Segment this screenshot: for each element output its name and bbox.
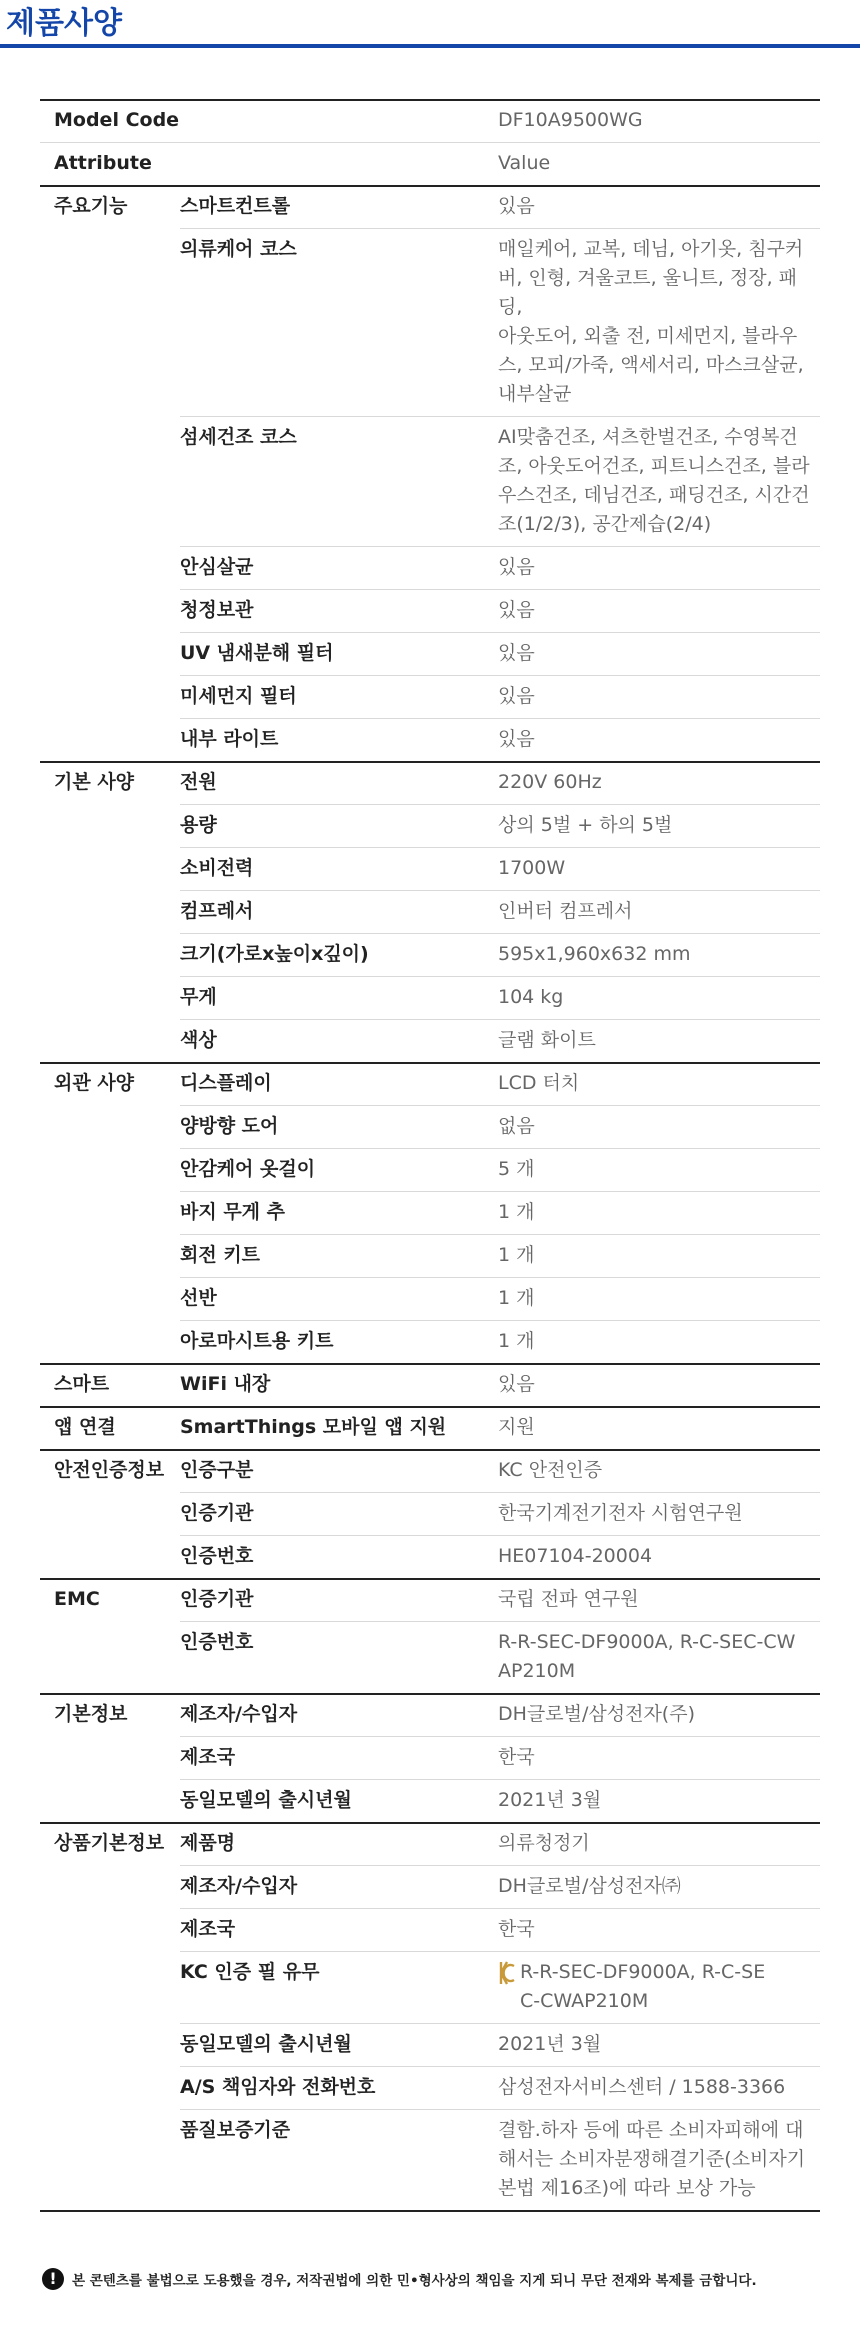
value-line: R-R-SEC-DF9000A, R-C-SE: [520, 1961, 766, 1983]
attribute-value: 220V 60Hz: [498, 771, 602, 793]
spec-row: [40, 228, 820, 416]
attribute-value: [498, 416, 820, 546]
row-divider: [180, 1191, 820, 1192]
attribute-label: 스마트컨트롤: [180, 195, 291, 217]
row-divider: [180, 1105, 820, 1106]
spec-row: [40, 1693, 820, 1736]
exclamation-icon: !: [42, 2268, 64, 2290]
group-label: 상품기본정보: [54, 1832, 165, 1854]
header-divider: [0, 44, 860, 48]
row-divider: [180, 1779, 820, 1780]
spec-row: [40, 2109, 820, 2210]
row-divider: [180, 1951, 820, 1952]
spec-row: [40, 675, 820, 718]
row-label: Model Code: [54, 109, 180, 131]
group-label: 스마트: [54, 1373, 110, 1395]
row-divider: [180, 416, 820, 417]
spec-row: [40, 890, 820, 933]
row-divider: [180, 1492, 820, 1493]
attribute-label: A/S 책임자와 전화번호: [180, 2076, 376, 2098]
value-line: 해서는 소비자분쟁해결기준(소비자기: [498, 2148, 806, 2170]
spec-row: [40, 416, 820, 546]
spec-row: [40, 1148, 820, 1191]
attribute-label: 제조국: [180, 1918, 236, 1940]
attribute-label: 의류케어 코스: [180, 238, 297, 260]
divider: [40, 2210, 820, 2212]
spec-row: [40, 1492, 820, 1535]
attribute-label: 청정보관: [180, 599, 254, 621]
spec-row: [40, 546, 820, 589]
group-label: 기본정보: [54, 1703, 128, 1725]
attribute-label: 제조국: [180, 1746, 236, 1768]
spec-row: [40, 1105, 820, 1148]
row-value: Value: [498, 152, 551, 174]
attribute-value: 한국: [498, 1918, 535, 1940]
attribute-value: 지원: [498, 1416, 535, 1438]
attribute-value: 104 kg: [498, 986, 564, 1008]
attribute-header-row: [40, 142, 820, 185]
group-divider: [40, 1449, 820, 1451]
spec-table: [40, 99, 820, 2210]
attribute-value: HE07104-20004: [498, 1545, 653, 1567]
attribute-label: 동일모델의 출시년월: [180, 2033, 352, 2055]
row-divider: [180, 804, 820, 805]
attribute-value: 2021년 3월: [498, 2033, 602, 2055]
group-label: EMC: [54, 1588, 100, 1610]
group-label: 외관 사양: [54, 1072, 135, 1094]
attribute-label: KC 인증 필 유무: [180, 1961, 320, 1983]
spec-row: [40, 804, 820, 847]
attribute-value: 글램 화이트: [498, 1029, 596, 1051]
row-value: DF10A9500WG: [498, 109, 643, 131]
row-divider: [180, 1736, 820, 1737]
spec-row: [40, 1779, 820, 1822]
attribute-value: 있음: [498, 599, 535, 621]
row-divider: [180, 1908, 820, 1909]
row-divider: [180, 1621, 820, 1622]
row-divider: [180, 2066, 820, 2067]
group-label: 앱 연결: [54, 1416, 116, 1438]
attribute-label: 양방향 도어: [180, 1115, 279, 1137]
kc-certification-icon: [498, 1960, 516, 1986]
value-line: R-R-SEC-DF9000A, R-C-SEC-CW: [498, 1631, 796, 1653]
attribute-label: 바지 무게 추: [180, 1201, 285, 1223]
spec-row: [40, 1019, 820, 1062]
attribute-value: 1 개: [498, 1330, 535, 1352]
group-divider: [40, 1062, 820, 1064]
attribute-label: 인증구분: [180, 1459, 254, 1481]
attribute-value: 상의 5벌 + 하의 5벌: [498, 814, 673, 836]
spec-row: [40, 1363, 820, 1406]
attribute-value: 2021년 3월: [498, 1789, 602, 1811]
copyright-notice: [42, 2264, 822, 2294]
attribute-label: 인증번호: [180, 1545, 254, 1567]
attribute-value: 의류청정기: [498, 1832, 590, 1854]
spec-row: [40, 1578, 820, 1621]
attribute-label: 제품명: [180, 1832, 236, 1854]
attribute-label: 선반: [180, 1287, 217, 1309]
value-line: 내부살균: [498, 383, 572, 405]
attribute-label: 색상: [180, 1029, 217, 1051]
attribute-value: 없음: [498, 1115, 535, 1137]
attribute-label: 제조자/수입자: [180, 1703, 298, 1725]
group-divider: [40, 1693, 820, 1695]
value-line: 매일케어, 교복, 데님, 아기옷, 침구커: [498, 238, 804, 260]
attribute-value: DH글로벌/삼성전자㈜: [498, 1875, 681, 1897]
spec-row: [40, 1908, 820, 1951]
value-line: C-CWAP210M: [520, 1990, 649, 2012]
attribute-value: 있음: [498, 556, 535, 578]
attribute-label: 소비전력: [180, 857, 254, 879]
value-line: AI맞춤건조, 셔츠한벌건조, 수영복건: [498, 426, 798, 448]
attribute-label: 무게: [180, 986, 217, 1008]
attribute-value: 1 개: [498, 1201, 535, 1223]
attribute-value: DH글로벌/삼성전자(주): [498, 1703, 695, 1725]
spec-row: [40, 1535, 820, 1578]
group-divider: [40, 761, 820, 763]
value-line: 버, 인형, 겨울코트, 울니트, 정장, 패딩,: [498, 267, 797, 318]
attribute-value: 국립 전파 연구원: [498, 1588, 639, 1610]
model-code-row: [40, 99, 820, 142]
row-divider: [180, 933, 820, 934]
page-title: 제품사양: [6, 6, 122, 41]
attribute-label: 컴프레서: [180, 900, 254, 922]
value-line: 아웃도어, 외출 전, 미세먼지, 블라우: [498, 325, 798, 347]
attribute-value: [498, 2109, 820, 2210]
attribute-value: 삼성전자서비스센터 / 1588-3366: [498, 2076, 786, 2098]
value-line: 스, 모피/가죽, 액세서리, 마스크살균,: [498, 354, 804, 376]
value-line: AP210M: [498, 1660, 576, 1682]
spec-row: [40, 1320, 820, 1363]
group-divider: [40, 185, 820, 187]
attribute-label: 품질보증기준: [180, 2119, 291, 2141]
value-line: 결함.하자 등에 따른 소비자피해에 대: [498, 2119, 804, 2141]
row-divider: [180, 632, 820, 633]
spec-row: [40, 761, 820, 804]
value-line: 조(1/2/3), 공간제습(2/4): [498, 513, 712, 535]
group-divider: [40, 1406, 820, 1408]
attribute-value: 인버터 컴프레서: [498, 900, 633, 922]
attribute-label: 크기(가로x높이x깊이): [180, 943, 369, 965]
attribute-label: 디스플레이: [180, 1072, 272, 1094]
row-divider: [180, 1865, 820, 1866]
kc-value: [498, 1958, 810, 2016]
row-divider: [180, 1535, 820, 1536]
attribute-value: 있음: [498, 195, 535, 217]
attribute-value: 한국기계전기전자 시험연구원: [498, 1502, 743, 1524]
attribute-value: 1700W: [498, 857, 566, 879]
attribute-label: 내부 라이트: [180, 728, 279, 750]
spec-row: [40, 1062, 820, 1105]
spec-row: [40, 1865, 820, 1908]
attribute-label: 제조자/수입자: [180, 1875, 298, 1897]
attribute-value: 있음: [498, 685, 535, 707]
attribute-label: 전원: [180, 771, 217, 793]
spec-row: [40, 1951, 820, 2023]
attribute-label: 아로마시트용 키트: [180, 1330, 334, 1352]
attribute-value: KC 안전인증: [498, 1459, 603, 1481]
group-label: 주요기능: [54, 195, 128, 217]
row-divider: [180, 976, 820, 977]
spec-row: [40, 632, 820, 675]
row-divider: [180, 1019, 820, 1020]
attribute-value: [498, 228, 820, 416]
attribute-value: LCD 터치: [498, 1072, 580, 1094]
spec-row: [40, 976, 820, 1019]
attribute-label: SmartThings 모바일 앱 지원: [180, 1416, 447, 1438]
spec-row: [40, 2023, 820, 2066]
spec-row: [40, 589, 820, 632]
spec-row: [40, 185, 820, 228]
spec-row: [40, 2066, 820, 2109]
row-divider: [180, 890, 820, 891]
attribute-label: 용량: [180, 814, 217, 836]
attribute-label: 안심살균: [180, 556, 254, 578]
spec-row: [40, 1449, 820, 1492]
row-divider: [180, 2023, 820, 2024]
attribute-label: 섬세건조 코스: [180, 426, 297, 448]
spec-row: [40, 1406, 820, 1449]
page-header: [0, 0, 860, 50]
group-label: 기본 사양: [54, 771, 135, 793]
attribute-label: 인증기관: [180, 1502, 254, 1524]
attribute-label: 동일모델의 출시년월: [180, 1789, 352, 1811]
value-line: 조, 아웃도어건조, 피트니스건조, 블라: [498, 455, 810, 477]
attribute-label: WiFi 내장: [180, 1373, 271, 1395]
row-divider: [180, 589, 820, 590]
attribute-label: 인증기관: [180, 1588, 254, 1610]
attribute-value: 한국: [498, 1746, 535, 1768]
value-line: 우스건조, 데님건조, 패딩건조, 시간건: [498, 484, 810, 506]
spec-row: [40, 718, 820, 761]
spec-row: [40, 1822, 820, 1865]
group-divider: [40, 1578, 820, 1580]
attribute-value: 있음: [498, 728, 535, 750]
divider: [40, 142, 820, 143]
row-divider: [180, 847, 820, 848]
attribute-label: 미세먼지 필터: [180, 685, 297, 707]
attribute-label: 안감케어 옷걸이: [180, 1158, 316, 1180]
spec-row: [40, 1234, 820, 1277]
spec-row: [40, 847, 820, 890]
row-divider: [180, 228, 820, 229]
row-divider: [180, 2109, 820, 2110]
attribute-value: [498, 1621, 820, 1693]
spec-row: [40, 933, 820, 976]
row-divider: [180, 1234, 820, 1235]
attribute-value: 1 개: [498, 1244, 535, 1266]
attribute-value: 595x1,960x632 mm: [498, 943, 691, 965]
row-divider: [180, 546, 820, 547]
row-label: Attribute: [54, 152, 152, 174]
row-divider: [180, 718, 820, 719]
attribute-value: 1 개: [498, 1287, 535, 1309]
attribute-label: 인증번호: [180, 1631, 254, 1653]
kc-value-text: [520, 1958, 765, 2016]
attribute-label: UV 냄새분해 필터: [180, 642, 334, 664]
row-divider: [180, 1277, 820, 1278]
value-line: 본법 제16조)에 따라 보상 가능: [498, 2177, 756, 2199]
attribute-label: 회전 키트: [180, 1244, 261, 1266]
spec-row: [40, 1736, 820, 1779]
attribute-value: 5 개: [498, 1158, 535, 1180]
group-divider: [40, 1363, 820, 1365]
row-divider: [180, 1320, 820, 1321]
attribute-value: [498, 1951, 820, 2023]
row-divider: [180, 1148, 820, 1149]
spec-row: [40, 1621, 820, 1693]
attribute-value: 있음: [498, 642, 535, 664]
row-divider: [180, 675, 820, 676]
spec-row: [40, 1191, 820, 1234]
group-divider: [40, 1822, 820, 1824]
group-label: 안전인증정보: [54, 1459, 165, 1481]
spec-row: [40, 1277, 820, 1320]
copyright-notice-text: 본 콘텐츠를 불법으로 도용했을 경우, 저작권법에 의한 민•형사상의 책임을 지게 되니 무단 전재와 복제를 금합니다.: [72, 2273, 757, 2289]
attribute-value: 있음: [498, 1373, 535, 1395]
